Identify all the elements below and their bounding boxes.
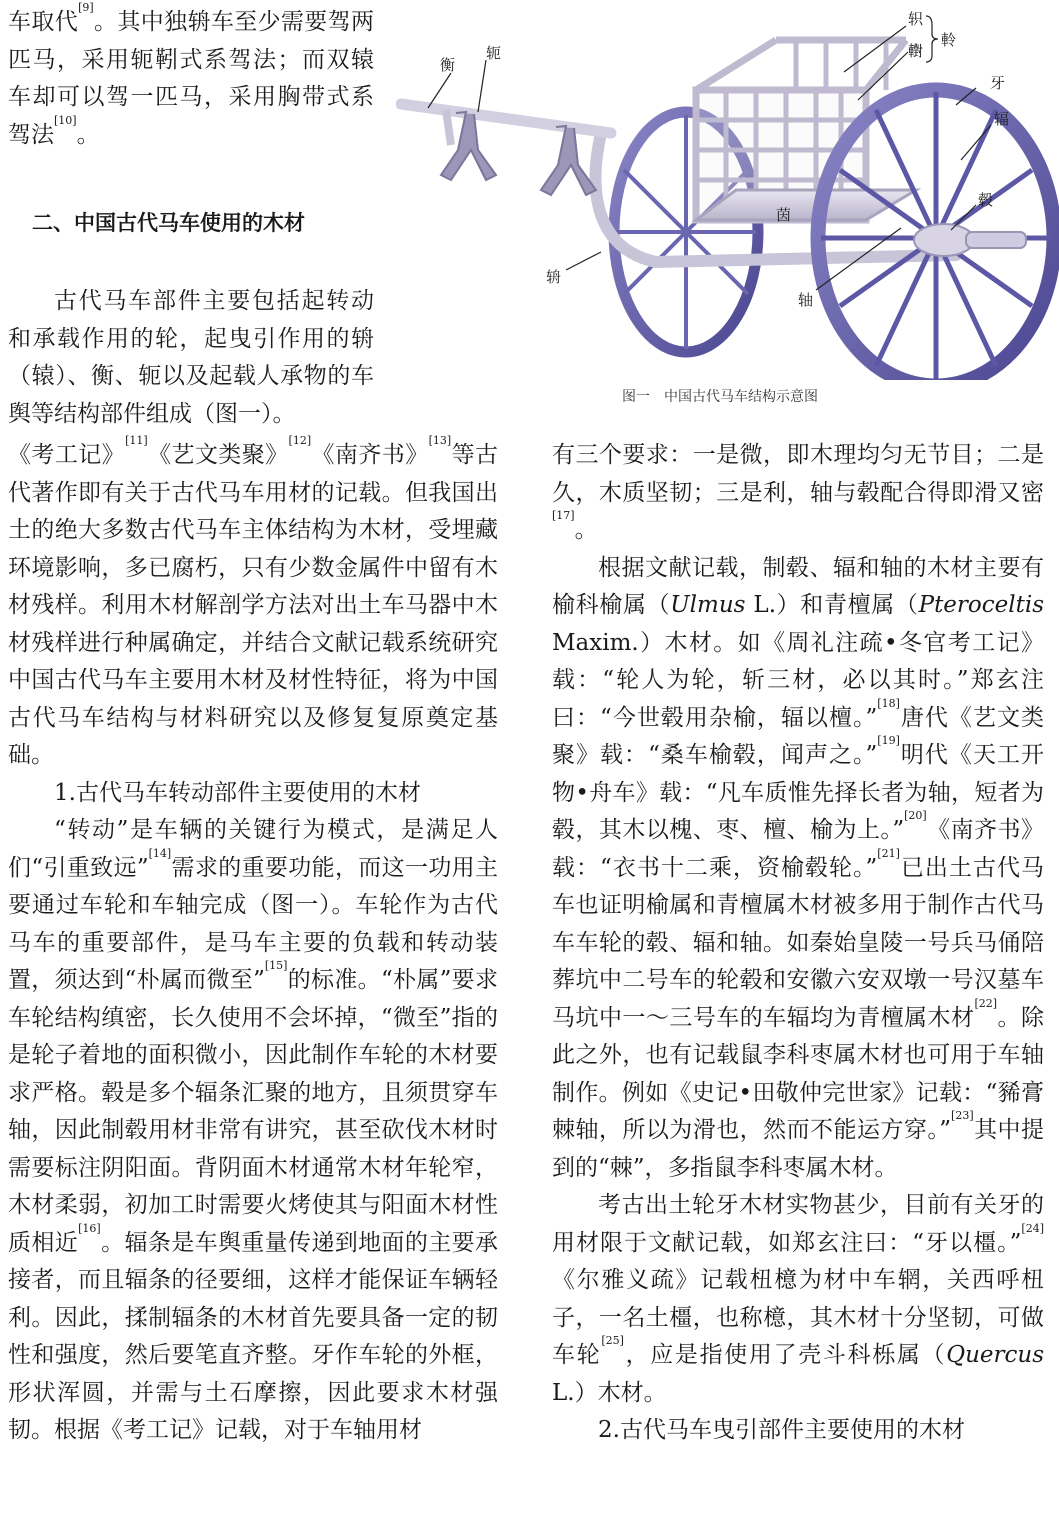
label-heng: 衡 [440,56,456,74]
left-main-column [8,434,499,1450]
paragraph-1: 车取代[9]。其中独辀车至少需要驾两匹马，采用轭靷式系驾法；而双辕车却可以驾一匹马，采用胸带式系驾法[10]。 [8,1,375,148]
front-wheel [818,90,1054,380]
label-gu: 毂 [978,191,994,209]
label-e: 轭 [486,44,502,62]
figure-caption: 图一 中国古代马车结构示意图 [622,389,818,405]
paragraph-7: 考古出土轮牙木材实物甚少，目前有关牙的用材限于文献记载，如郑玄注曰：“牙以橿。”[24]《尔雅义疏》记载杻檍为材中车辋，关西呼杻子，一名土橿，也称檍，其木材十分坚韧，可做车轮[25]，应是指使用了壳斗科栎属（Quercus L.）木材。 [552,1192,1044,1406]
paragraph-2: 古代马车部件主要包括起转动和承载作用的轮，起曳引作用的辀（辕）、衡、轭以及起载人承物的车舆等结构部件组成（图一）。 [8,288,374,427]
chariot-figure [396,0,1059,380]
paragraph-3: 《考工记》[11]《艺文类聚》[12]《南齐书》[13]等古代著作即有关于古代马车用材的记载。但我国出土的绝大多数古代马车主体结构为木材，受埋藏环境影响，多已腐朽，只有少数金属件中留有木材残样。利用木材解剖学方法对出土车马器中木材残样进行种属确定，并结合文献记载系统研究中国古代马车主要用木材及材性特征，将为中国古代马车结构与材料研究以及修复复原奠定基础。 [8,434,499,768]
subheading-1: 1.古代马车转动部件主要使用的木材 [54,779,421,806]
section-heading: 二、中国古代马车使用的木材 [32,211,305,235]
paragraph-4: “转动”是车辆的关键行为模式，是满足人们“引重致远”[14]需求的重要功能，而这一功用主要通过车轮和车轴完成（图一）。车轮作为古代马车的重要部件，是马车主要的负载和转动装置，须达到“朴属而微至”[15]的标准。“朴属”要求车轮结构缜密，长久使用不会坏掉，“微至”指的是轮子着地的面积微小，因此制作车轮的木材要求严格。毂是多个辐条汇聚的地方，且须贯穿车轴，因此制毂用材非常有讲究，甚至砍伐木材时需要标注阴阳面。背阴面木材通常木材年轮窄，木材柔弱，初加工时需要火烤使其与阳面木材性质相近[16]。辐条是车舆重量传递到地面的主要承接者，而且辐条的径要细，这样才能保证车辆轻利。因此，揉制辐条的木材首先要具备一定的韧性和强度，然后要笔直齐整。牙作车轮的外框，形状浑圆，并需与土石摩擦，因此要求木材强韧。根据《考工记》记载，对于车轴用材 [8,817,499,1443]
label-yin: 茵 [776,206,792,224]
paragraph-5: 有三个要求：一是微，即木理均匀无节目；二是久，木质坚韧；三是利，轴与毂配合得即滑又密[17]。 [552,442,1044,543]
label-zhou-pole: 辀 [546,268,562,286]
label-ling: 軨 [941,31,957,49]
label-zhou-axle: 轴 [798,291,814,309]
paragraph-6: 根据文献记载，制毂、辐和轴的木材主要有榆科榆属（Ulmus L.）和青檀属（Pteroceltis Maxim.）木材。如《周礼注疏•冬官考工记》载：“轮人为轮，斩三材，必以其时。”郑玄注曰：“今世毂用杂榆，辐以檀。”[18]唐代《艺文类聚》载：“桑车榆毂，闻声之。”[19]明代《天工开物•舟车》载：“凡车质惟先择长者为轴，短者为毂，其木以槐、枣、檀、榆为上。”[20]《南齐书》载：“衣书十二乘，资榆毂轮。”[21]已出土古代马车也证明榆属和青檀属木材被多用于制作古代马车车轮的毂、辐和轴。如秦始皇陵一号兵马俑陪葬坑中二号车的轮毂和安徽六安双墩一号汉墓车马坑中一～三号车的车辐均为青檀属木材[22]。除此之外，也有记载鼠李科枣属木材也可用于车轴制作。例如《史记•田敬仲完世家》记载：“豨膏棘轴，所以为滑也，然而不能运方穿。”[23]其中提到的“棘”，多指鼠李科枣属木材。 [552,554,1045,1181]
right-main-column [552,437,1044,1450]
label-fu: 辐 [994,110,1010,128]
left-top-column [8,1,375,154]
label-zhi: 轵 [908,10,924,28]
label-ya: 牙 [990,74,1006,92]
left-intro-column [8,283,374,433]
subheading-2: 2.古代马车曳引部件主要使用的木材 [598,1417,965,1443]
label-zong: 轛 [908,42,924,60]
